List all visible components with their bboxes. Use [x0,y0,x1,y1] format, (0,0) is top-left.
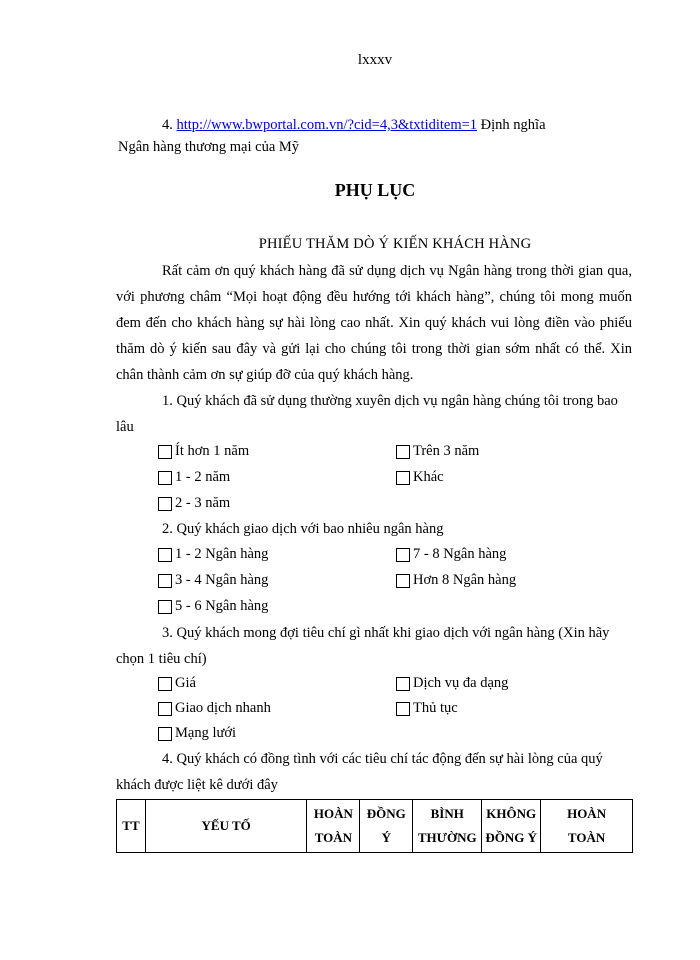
appendix-heading: PHỤ LỤC [334,180,416,200]
survey-title: PHIẾU THĂM DÒ Ý KIẾN KHÁCH HÀNG [258,236,532,252]
column-header: KHÔNG ĐỒNG Ý [482,800,541,853]
column-header: HOÀN TOÀN [307,800,360,853]
checkbox-icon[interactable] [158,471,172,485]
reference-number: 4. [162,117,173,133]
question-3 [116,620,632,672]
reference-entry [118,114,580,158]
checkbox-icon[interactable] [158,497,172,511]
q1-option-4[interactable]: Khác [396,469,444,486]
checkbox-icon[interactable] [396,471,410,485]
intro-text: Rất cảm ơn quý khách hàng đã sử dụng dịch vụ Ngân hàng trong thời gian qua, với phương châm “Mọi hoạt động đều hướng tới khách hàng”, chúng tôi mong muốn đem đến cho khách hàng sự hài lòng cao nhất. Xin quý khách vui lòng điền vào phiếu thăm dò ý kiến sau đây và gửi lại cho chúng tôi trong thời gian sớm nhất có thể. Xin chân thành cảm ơn sự giúp đỡ của quý khách hàng. [116,263,632,383]
reference-link[interactable]: http://www.bwportal.com.vn/?cid=4,3&txtiditem=1 [176,117,478,133]
column-header: BÌNH THƯỜNG [413,800,482,853]
reference-description: Định nghĩa Ngân hàng thương mại của Mỹ [118,117,546,155]
checkbox-icon[interactable] [158,600,172,614]
question-1 [116,388,632,440]
checkbox-icon[interactable] [158,445,172,459]
q3-option-3[interactable]: Giao dịch nhanh [158,700,271,717]
column-header: HOÀN TOÀN [541,800,633,853]
checkbox-icon[interactable] [158,677,172,691]
q3-option-5[interactable]: Mạng lưới [158,725,236,742]
question-2 [116,516,632,542]
intro-paragraph [116,258,632,388]
checkbox-icon[interactable] [396,445,410,459]
question-3-text: 3. Quý khách mong đợi tiêu chí gì nhất khi giao dịch với ngân hàng (Xin hãy chọn 1 tiêu chí) [116,625,610,667]
checkbox-icon[interactable] [158,702,172,716]
checkbox-icon[interactable] [396,574,410,588]
q1-option-1[interactable]: Ít hơn 1 năm [158,443,249,460]
q2-option-2[interactable]: 7 - 8 Ngân hàng [396,546,506,563]
q2-option-4[interactable]: Hơn 8 Ngân hàng [396,572,516,589]
q3-option-1[interactable]: Giá [158,675,196,692]
table-header-row [117,800,633,853]
q3-option-2[interactable]: Dịch vụ đa dạng [396,675,508,692]
checkbox-icon[interactable] [396,702,410,716]
question-4-text: 4. Quý khách có đồng tình với các tiêu chí tác động đến sự hài lòng của quý khách được liệt kê dưới đây [116,751,603,793]
question-4 [116,746,632,798]
column-header: TT [117,800,146,853]
q3-option-4[interactable]: Thủ tục [396,700,458,717]
q2-option-3[interactable]: 3 - 4 Ngân hàng [158,572,268,589]
satisfaction-table [116,799,633,853]
checkbox-icon[interactable] [158,727,172,741]
q2-option-1[interactable]: 1 - 2 Ngân hàng [158,546,268,563]
question-2-text: 2. Quý khách giao dịch với bao nhiêu ngân hàng [162,521,444,537]
q1-option-2[interactable]: Trên 3 năm [396,443,479,460]
q1-option-5[interactable]: 2 - 3 năm [158,495,230,512]
q2-option-5[interactable]: 5 - 6 Ngân hàng [158,598,268,615]
column-header: YẾU TỐ [145,800,306,853]
checkbox-icon[interactable] [396,548,410,562]
checkbox-icon[interactable] [158,548,172,562]
question-1-text: 1. Quý khách đã sử dụng thường xuyên dịch vụ ngân hàng chúng tôi trong bao lâu [116,393,618,435]
checkbox-icon[interactable] [396,677,410,691]
checkbox-icon[interactable] [158,574,172,588]
column-header: ĐỒNG Ý [360,800,413,853]
page-number: lxxxv [357,52,393,68]
q1-option-3[interactable]: 1 - 2 năm [158,469,230,486]
